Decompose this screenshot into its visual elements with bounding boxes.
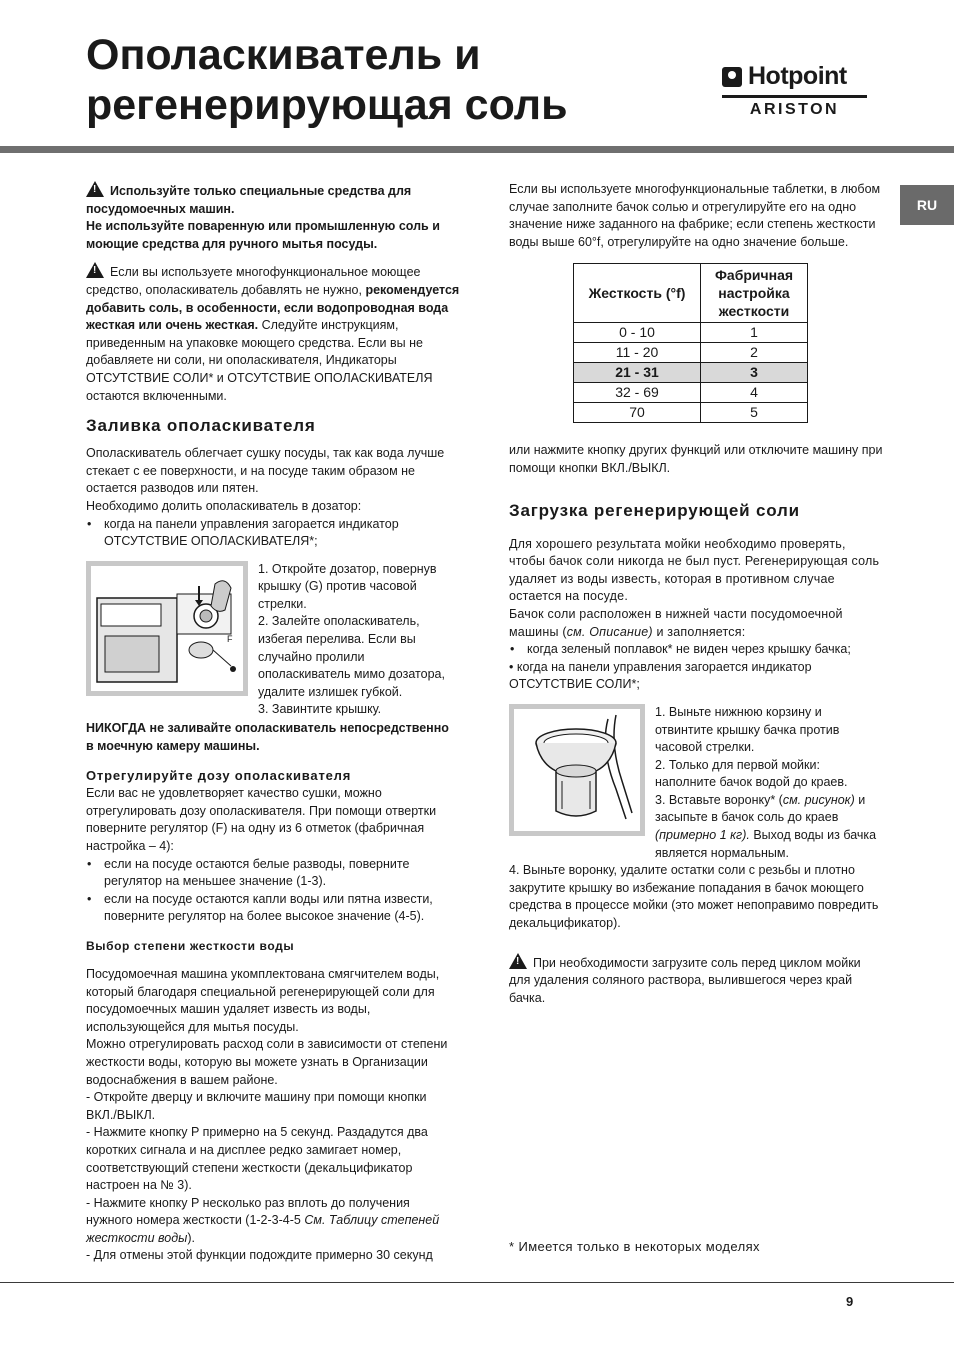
warning-icon	[509, 953, 527, 969]
hotpoint-ariston-logo	[722, 62, 867, 119]
dose-paragraph-1: Если вас не удовлетворяет качество сушки, можно отрегулировать дозу ополаскивателя. При помощи отвертки поверните регулятор (F) на одну из 6 отметок (фабричная настройка – 4):	[86, 786, 437, 853]
logo-brand: Hotpoint	[748, 62, 847, 90]
warning-icon	[86, 181, 104, 197]
table-header-factory: Фабричная настройка жесткости	[701, 264, 808, 323]
warning-block-2: !Если вы используете многофункциональное моющее средство, ополаскиватель добавлять не нужно, рекомендуется добавить соль, в особенности, если водопроводная вода жесткая или очень жесткая. Следуйте инструкциям, приведенным на упаковке моющего средства. Если вы не добавляете ни соли, ни ополаскивателя, Индикаторы ОТСУТСТВИЕ СОЛИ* и ОТСУТСТВИЕ ОПОЛАСКИВАТЕЛЯ остаются включенными.	[86, 262, 460, 405]
language-tab: RU	[900, 185, 954, 225]
rinse-steps: 1. Откройте дозатор, повернув крышку (G) против часовой стрелки. 2. Залейте ополаскиватель, избегая перелива. Если вы случайно пролили ополаскиватель мимо дозатора, удалите излишек губкой. 3. Завинтите крышку.	[258, 561, 445, 717]
table-row: 70 5	[574, 403, 808, 423]
rinse-dispenser-illustration	[86, 561, 248, 696]
footnote: * Имеется только в некоторых моделях	[509, 1239, 760, 1254]
tablets-intro: Если вы используете многофункциональные таблетки, в любом случае заполните бачок солью и отрегулируйте его на одно значение ниже заданного на фабрике; если степень жесткости воды выше 60°f, отрегулируйте на одно значение больше.	[509, 182, 881, 249]
rinse-paragraph-1: Ополаскиватель облегчает сушку посуды, так как вода лучше стекает с ее поверхности, и на посуде таким образом не остается разводов или пятен.	[86, 446, 445, 496]
salt-bullet-2: • когда на панели управления загорается индикатор ОТСУТСТВИЕ СОЛИ*;	[509, 659, 812, 692]
left-column	[86, 181, 460, 1265]
logo-sub: ARISTON	[749, 101, 840, 118]
hardness-paragraph-5: - Нажмите кнопку P несколько раз вплоть до получения нужного номера жесткости (1-2-3-4-5 См. Таблицу степеней жесткости воды).	[86, 1195, 440, 1245]
rinse-never-warning: НИКОГДА не заливайте ополаскиватель непосредственно в моечную камеру машины.	[86, 721, 449, 753]
table-header-hardness: Жесткость (°f)	[574, 264, 701, 323]
salt-steps: 1. Выньте нижнюю корзину и отвинтите крышку бачка против часовой стрелки. 2. Только для первой мойки: наполните бачок водой до краев. 3. Вставьте воронку* (см. рисунок) и засыпьте в бачок соль до краев (примерно 1 кг). Выход воды из бачка является нормальным.	[655, 704, 877, 860]
salt-step-4: 4. Выньте воронку, удалите остатки соли с резьбы и плотно закрутите крышку во избежание попадания в бачок моющего средства в процессе мойки (это может непоправимо повредить декальцификатор).	[509, 863, 879, 931]
hardness-paragraph-4: - Нажмите кнопку P примерно на 5 секунд. Раздадутся два коротких сигнала и на дисплее редко замигает номер, соответствующий степени жесткости (декальцификатор настроен на № 3).	[86, 1125, 428, 1193]
title-line-2: регенерирующая соль	[86, 81, 568, 129]
svg-text:F: F	[227, 633, 233, 644]
hardness-paragraph-2: Можно отрегулировать расход соли в зависимости от степени жесткости воды, которую вы можете узнать в Организации водоснабжения в вашем районе.	[86, 1037, 448, 1087]
salt-paragraph-1: Для хорошего результата мойки необходимо проверять, чтобы бачок соли никогда не был пуст. Регенерирующая соль удаляет из воды известь, которая в противном случае остается на посуде.	[509, 536, 880, 604]
right-column	[509, 181, 883, 1007]
salt-heading: Загрузка регенерирующей соли	[509, 500, 800, 520]
dose-heading: Отрегулируйте дозу ополаскивателя	[86, 768, 352, 784]
after-table-text: или нажмите кнопку других функций или отключите машину при помощи кнопки ВКЛ./ВЫКЛ.	[509, 443, 883, 475]
hardness-paragraph-3: - Откройте дверцу и включите машину при помощи кнопки ВКЛ./ВЫКЛ.	[86, 1090, 427, 1122]
salt-funnel-illustration	[509, 704, 645, 836]
salt-paragraph-2: Бачок соли расположен в нижней части посудомоечной машины (см. Описание) и заполняется:	[509, 606, 843, 639]
header-divider	[0, 146, 954, 153]
rinse-paragraph-2: Необходимо долить ополаскиватель в дозатор:	[86, 498, 362, 513]
table-row: 32 - 69 4	[574, 383, 808, 403]
footer-divider	[0, 1282, 954, 1283]
hardness-paragraph-6: - Для отмены этой функции подождите примерно 30 секунд	[86, 1248, 433, 1263]
dose-bullet-2: • если на посуде остаются капли воды или пятна извести, поверните регулятор на более высокое значение (4-5).	[86, 891, 460, 926]
hardness-heading: Выбор степени жесткости воды	[86, 938, 295, 953]
page-title	[86, 30, 568, 130]
title-line-1: Ополаскиватель и	[86, 31, 481, 79]
rinse-heading: Заливка ополаскивателя	[86, 416, 316, 436]
hardness-table	[573, 263, 808, 423]
rinse-bullet-1: • когда на панели управления загорается индикатор ОТСУТСТВИЕ ОПОЛАСКИВАТЕЛЯ*;	[86, 516, 460, 551]
dose-bullet-1: • если на посуде остаются белые разводы, поверните регулятор на меньшее значение (1-3).	[86, 856, 460, 891]
hotpoint-logo-icon	[722, 67, 742, 87]
page-number: 9	[846, 1294, 854, 1309]
salt-bullet-1: • когда зеленый поплавок* не виден через крышку бачка;	[509, 641, 883, 659]
warning-icon	[86, 262, 104, 278]
table-row-factory-default: 21 - 31 3	[574, 363, 808, 383]
table-row: 11 - 20 2	[574, 343, 808, 363]
table-row: 0 - 10 1	[574, 323, 808, 343]
salt-warning: !При необходимости загрузите соль перед циклом мойки для удаления соляного раствора, вылившегося через край бачка.	[509, 953, 883, 1008]
warning-block-1: !Используйте только специальные средства для посудомоечных машин. Не используйте поваренную или промышленную соль и моющие средства для ручного мытья посуды.	[86, 181, 460, 253]
hardness-paragraph-1: Посудомоечная машина укомплектована смягчителем воды, который благодаря специальной регенерирующей соли для посудомоечных машин удаляет известь из воды, использующейся для мытья посуды.	[86, 966, 440, 1034]
